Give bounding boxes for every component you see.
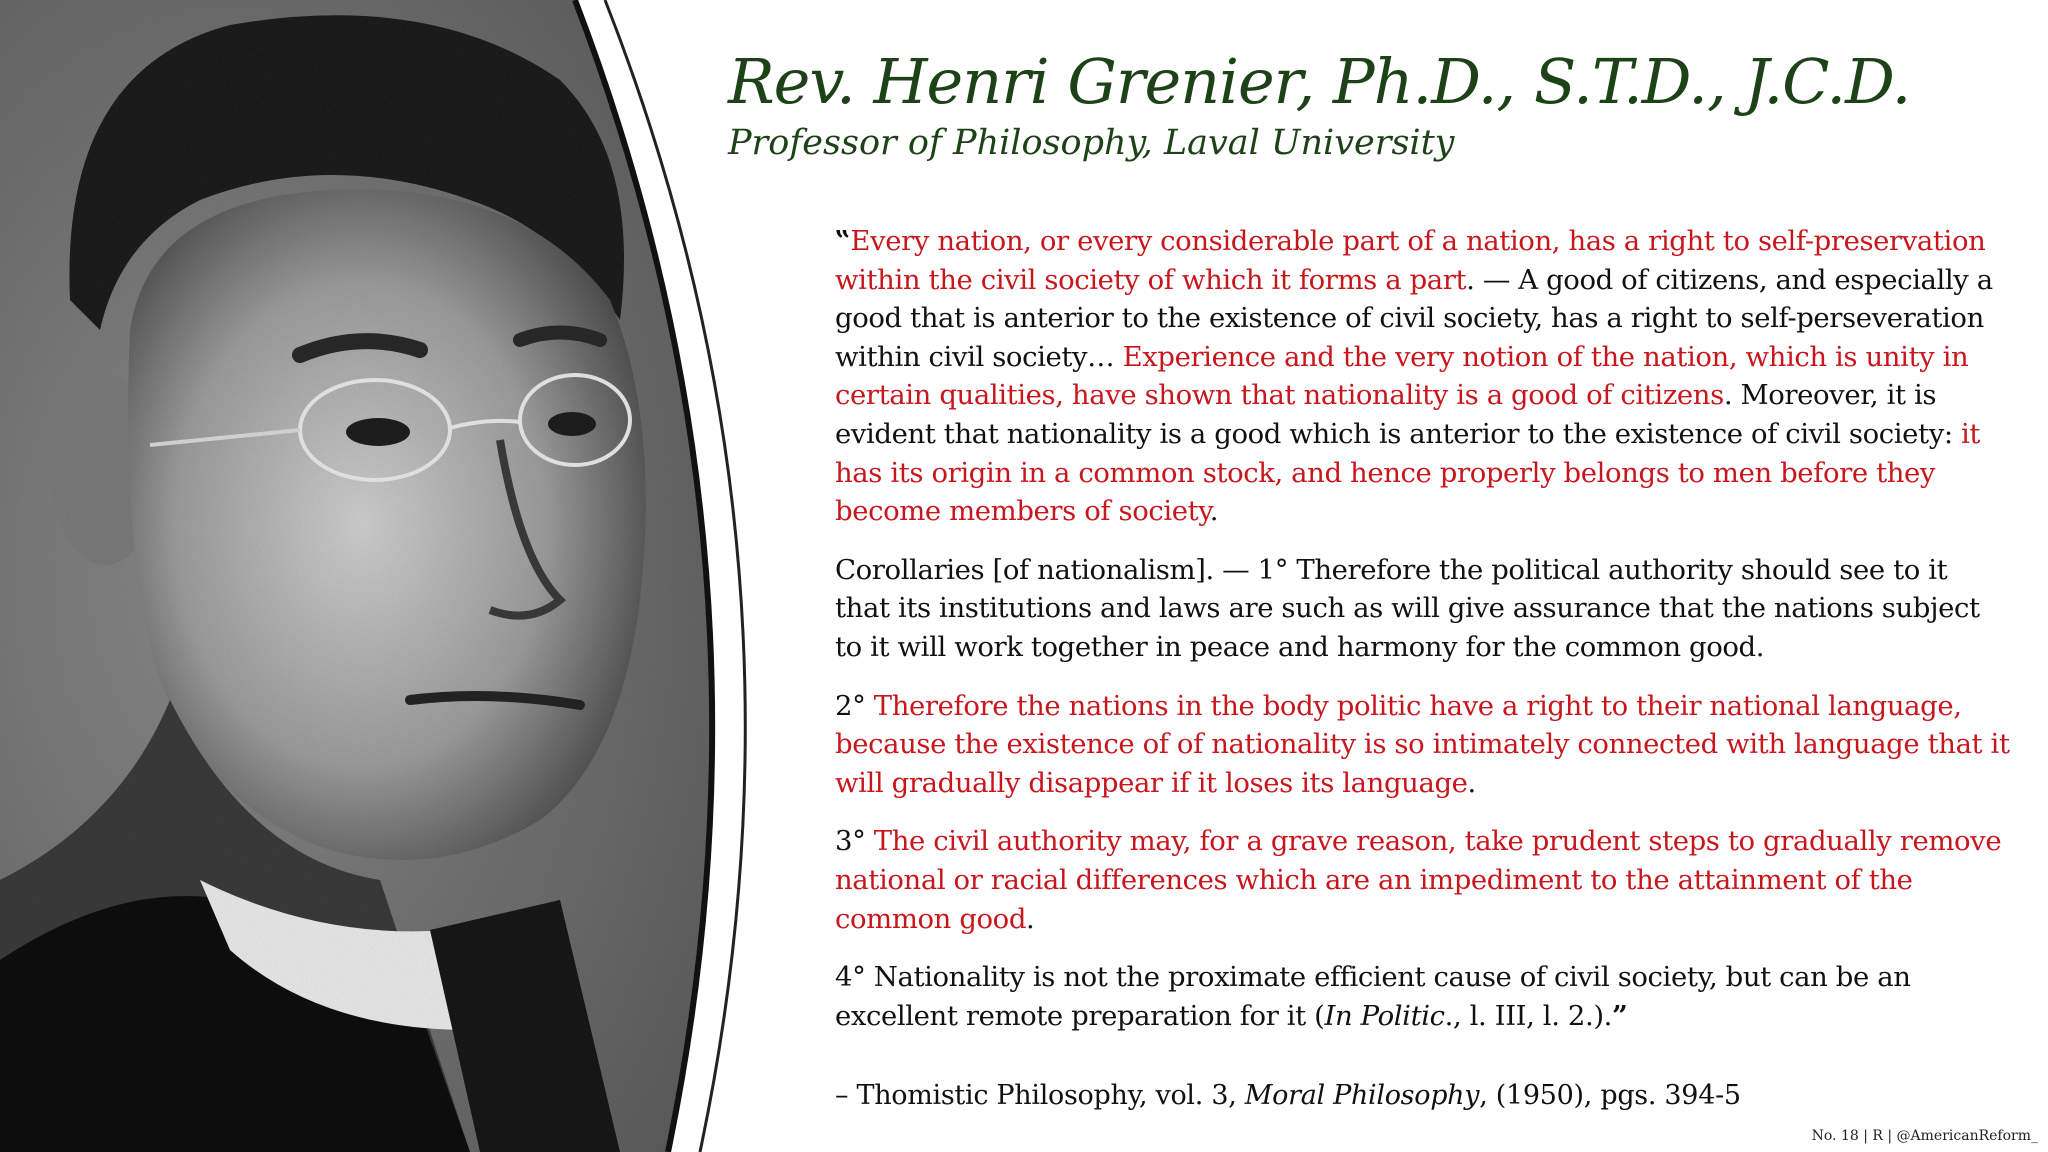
quote-paragraph-4 xyxy=(835,822,2010,938)
quote-block xyxy=(835,222,2010,1055)
page-title: Rev. Henri Grenier, Ph.D., S.T.D., J.C.D. xyxy=(728,45,1911,118)
open-quote-mark: ‟ xyxy=(835,225,851,257)
quote-highlight: Every nation, or every considerable part of a nation, has a right to self-preservation within the civil society of which it forms a part xyxy=(835,225,1986,296)
corollary-number: 3° xyxy=(835,825,874,858)
quote-paragraph-1 xyxy=(835,222,2010,531)
quote-text: . xyxy=(1026,902,1035,935)
citation xyxy=(835,1078,1985,1114)
quote-italic-source: In Politic xyxy=(1324,999,1445,1032)
quote-text: . — A good of citizens, and especially a good that is anterior to the existence of civil society, has a right to self-perseveration within civil society… xyxy=(835,263,1993,373)
quote-text: ., l. III, l. 2.). xyxy=(1444,999,1612,1032)
footer-credit: No. 18 | R | @AmericanReform_ xyxy=(1811,1128,2038,1144)
quote-text: . Moreover, it is evident that nationality is a good which is anterior to the existence of civil society: xyxy=(835,379,1962,450)
page-subtitle: Professor of Philosophy, Laval University xyxy=(728,123,1455,163)
citation-suffix: , (1950), pgs. 394-5 xyxy=(1479,1080,1741,1111)
quote-paragraph-3 xyxy=(835,687,2010,803)
quote-highlight: The civil authority may, for a grave reason, take prudent steps to gradually remove national or racial differences which are an impediment to the attainment of the common good xyxy=(835,825,2002,935)
quote-text: . xyxy=(1209,495,1219,528)
corollary-number: 2° xyxy=(835,689,874,722)
quote-text: 4° Nationality is not the proximate efficient cause of civil society, but can be an excellent remote preparation for it ( xyxy=(835,961,1911,1032)
citation-prefix: – Thomistic Philosophy, vol. 3, xyxy=(835,1080,1245,1111)
citation-book-title: Moral Philosophy xyxy=(1244,1080,1480,1111)
quote-text: . xyxy=(1467,766,1476,799)
close-quote-mark: ” xyxy=(1612,999,1628,1032)
quote-paragraph-2: Corollaries [of nationalism]. — 1° Therefore the political authority should see to it that its institutions and laws are such as will give assurance that the nations subject to it will work together in peace and harmony for the common good. xyxy=(835,553,1980,663)
quote-highlight: Therefore the nations in the body politic have a right to their national language, because the existence of of nationality is so intimately connected with language that it will gradually disappear if it loses its language xyxy=(835,689,2010,799)
portrait-photo xyxy=(0,0,760,1152)
quote-highlight: it has its origin in a common stock, and hence properly belongs to men before they become members of society xyxy=(835,417,1981,528)
quote-highlight: Experience and the very notion of the nation, which is unity in certain qualities, have shown that nationality is a good of citizens xyxy=(835,340,1969,412)
quote-paragraph-5 xyxy=(835,958,2010,1035)
